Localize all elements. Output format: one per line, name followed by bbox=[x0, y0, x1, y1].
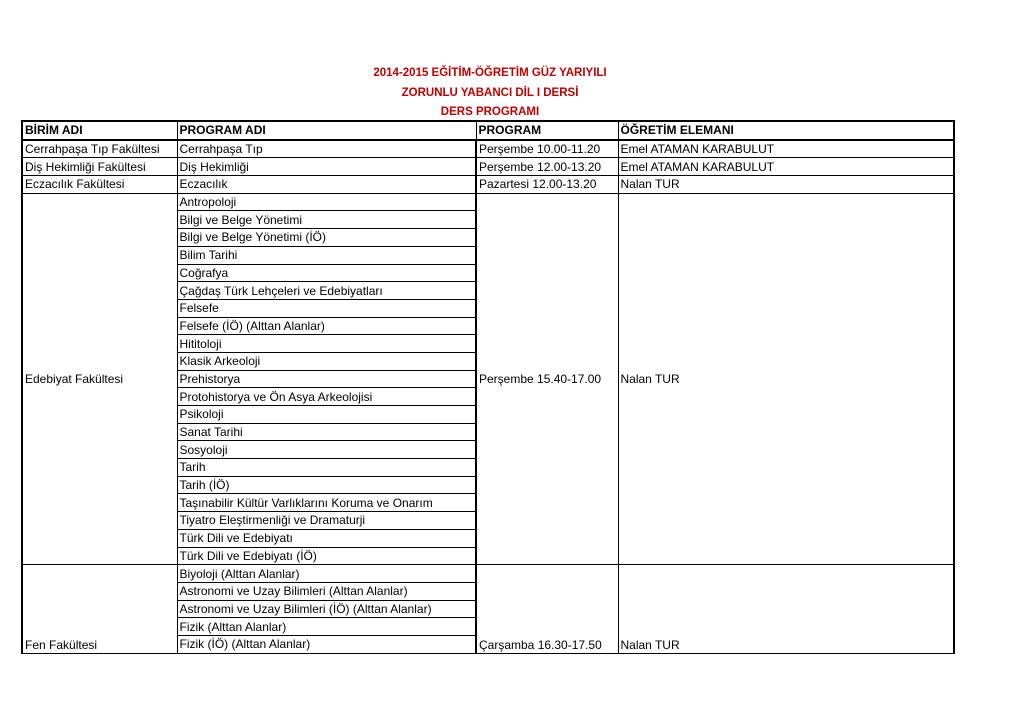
program-adi-cell: Çağdaş Türk Lehçeleri ve Edebiyatları bbox=[177, 282, 476, 300]
table-row bbox=[22, 176, 954, 194]
program-adi-cell: Cerrahpaşa Tıp bbox=[177, 140, 476, 158]
table-header-row bbox=[22, 121, 954, 140]
ogretim-elemani-cell: Emel ATAMAN KARABULUT bbox=[618, 158, 954, 176]
program-adi-cell: Bilgi ve Belge Yönetimi bbox=[177, 211, 476, 229]
program-adi-cell: Taşınabilir Kültür Varlıklarını Koruma ve Onarım bbox=[177, 494, 476, 512]
program-adi-cell: Klasik Arkeoloji bbox=[177, 352, 476, 370]
birim-cell: Fen Fakültesi bbox=[22, 565, 177, 653]
ogretim-elemani-cell: Nalan TUR bbox=[618, 176, 954, 194]
program-adi-cell: Bilim Tarihi bbox=[177, 246, 476, 264]
birim-cell: Edebiyat Fakültesi bbox=[22, 193, 177, 564]
table-row bbox=[22, 565, 954, 583]
program-adi-cell: Protohistorya ve Ön Asya Arkeolojisi bbox=[177, 388, 476, 406]
program-time-cell: Perşembe 12.00-13.20 bbox=[476, 158, 618, 176]
program-adi-cell: Tiyatro Eleştirmenliği ve Dramaturji bbox=[177, 512, 476, 530]
ogretim-elemani-cell: Nalan TUR bbox=[618, 565, 954, 653]
birim-cell: Diş Hekimliği Fakültesi bbox=[22, 158, 177, 176]
program-adi-cell: Felsefe (İÖ) (Alttan Alanlar) bbox=[177, 317, 476, 335]
title-line-1: 2014-2015 EĞİTİM-ÖĞRETİM GÜZ YARIYILI bbox=[373, 67, 607, 79]
program-adi-cell: Coğrafya bbox=[177, 264, 476, 282]
table-row bbox=[22, 158, 954, 176]
program-time-cell: Pazartesi 12.00-13.20 bbox=[476, 176, 618, 194]
birim-cell: Cerrahpaşa Tıp Fakültesi bbox=[22, 140, 177, 158]
title-line-2: ZORUNLU YABANCI DİL I DERSİ bbox=[401, 86, 579, 99]
program-adi-cell: Türk Dili ve Edebiyatı (İÖ) bbox=[177, 547, 476, 565]
program-adi-cell: Astronomi ve Uzay Bilimleri (Alttan Alanlar) bbox=[177, 582, 476, 600]
table-row bbox=[22, 193, 954, 211]
program-time-cell: Çarşamba 16.30-17.50 bbox=[476, 565, 618, 653]
program-time-cell: Perşembe 15.40-17.00 bbox=[476, 193, 618, 564]
program-adi-cell: Sanat Tarihi bbox=[177, 423, 476, 441]
program-adi-cell: Biyoloji (Alttan Alanlar) bbox=[177, 565, 476, 583]
title-line-3: DERS PROGRAMI bbox=[440, 106, 540, 118]
program-adi-cell: Türk Dili ve Edebiyatı bbox=[177, 529, 476, 547]
birim-cell: Eczacılık Fakültesi bbox=[22, 176, 177, 194]
column-header-birim: BİRİM ADI bbox=[22, 121, 177, 140]
program-time-cell: Perşembe 10.00-11.20 bbox=[476, 140, 618, 158]
table-row bbox=[22, 140, 954, 158]
column-header-program-adi: PROGRAM ADI bbox=[177, 121, 476, 140]
table-body bbox=[22, 140, 954, 653]
program-adi-cell: Prehistorya bbox=[177, 370, 476, 388]
program-adi-cell: Antropoloji bbox=[177, 193, 476, 211]
program-adi-cell: Tarih (İÖ) bbox=[177, 476, 476, 494]
schedule-table bbox=[21, 120, 955, 654]
ogretim-elemani-cell: Emel ATAMAN KARABULUT bbox=[618, 140, 954, 158]
document-title-block bbox=[0, 64, 980, 123]
program-adi-cell: Fizik (Alttan Alanlar) bbox=[177, 618, 476, 636]
ogretim-elemani-cell: Nalan TUR bbox=[618, 193, 954, 564]
program-adi-cell: Tarih bbox=[177, 459, 476, 477]
program-adi-cell: Astronomi ve Uzay Bilimleri (İÖ) (Alttan Alanlar) bbox=[177, 600, 476, 618]
column-header-program: PROGRAM bbox=[476, 121, 618, 140]
program-adi-cell: Eczacılık bbox=[177, 176, 476, 194]
program-adi-cell: Fizik (İÖ) (Alttan Alanlar) bbox=[177, 635, 476, 653]
column-header-ogretim-elemani: ÖĞRETİM ELEMANI bbox=[618, 121, 954, 140]
program-adi-cell: Bilgi ve Belge Yönetimi (İÖ) bbox=[177, 229, 476, 247]
program-adi-cell: Diş Hekimliği bbox=[177, 158, 476, 176]
program-adi-cell: Felsefe bbox=[177, 299, 476, 317]
program-adi-cell: Psikoloji bbox=[177, 406, 476, 424]
program-adi-cell: Hititoloji bbox=[177, 335, 476, 353]
program-adi-cell: Sosyoloji bbox=[177, 441, 476, 459]
